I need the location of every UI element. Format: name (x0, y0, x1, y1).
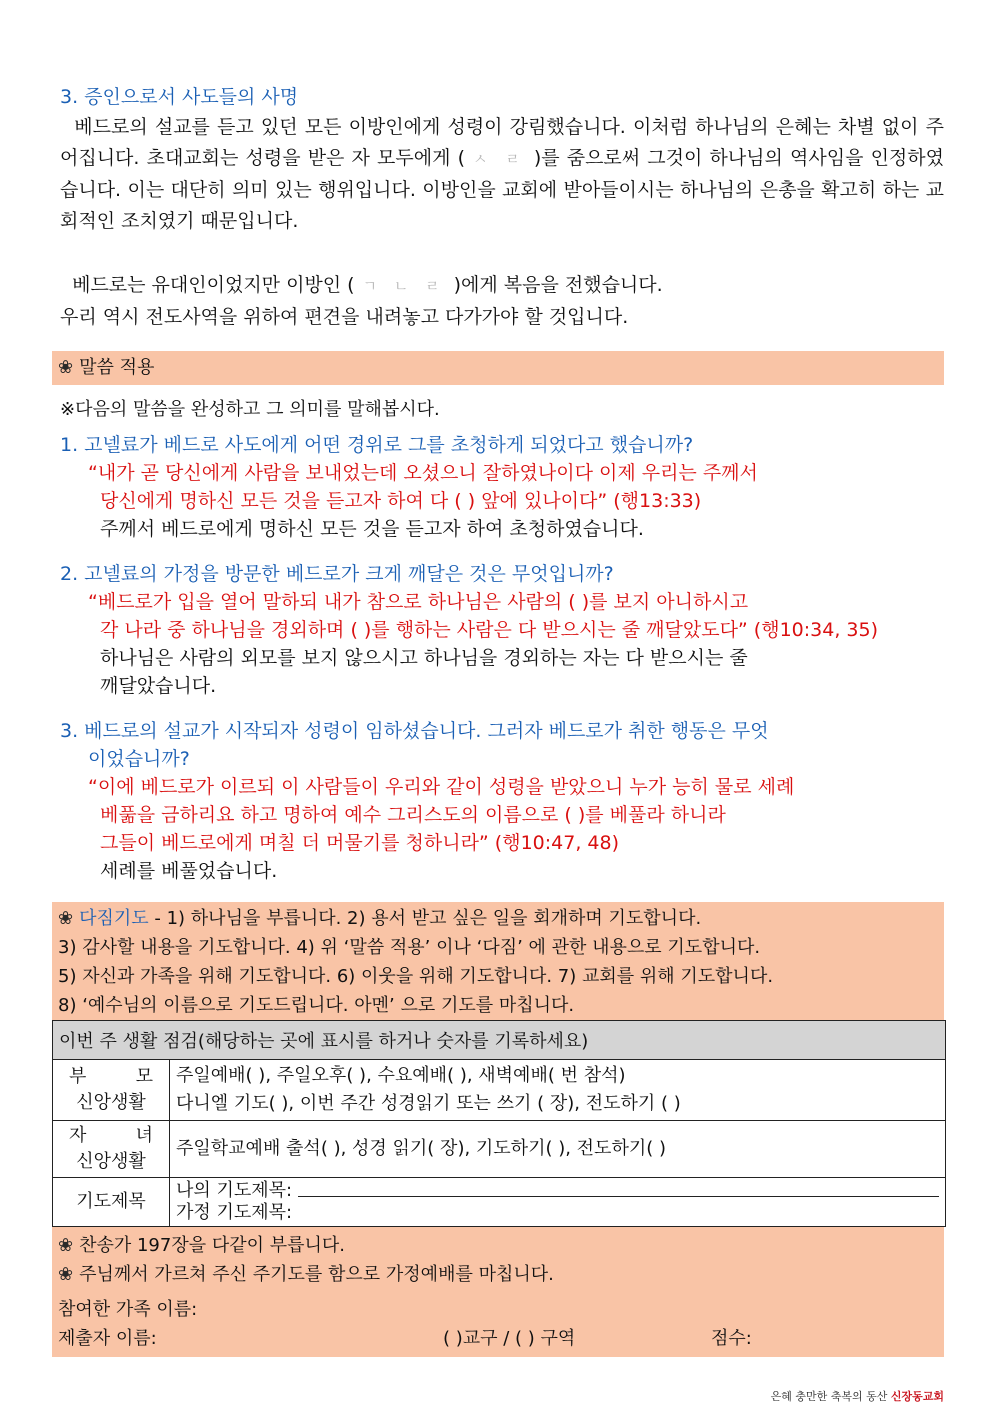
paragraph-text: 베드로는 유대인이었지만 이방인 ( (72, 274, 355, 296)
question-block (60, 560, 944, 700)
flower-icon: ❀ (58, 1264, 74, 1285)
quote-line: 당신에게 명하신 모든 것을 듣고자 하여 다 ( ) 앞에 있나이다” (행13:33) (100, 490, 702, 512)
child-checklist[interactable]: 주일학교예배 출석( ), 성경 읽기( 장), 기도하기( ), 전도하기( ) (170, 1121, 946, 1178)
prayer-line: 5) 자신과 가족을 위해 기도합니다. 6) 이웃을 위해 기도합니다. 7) 교회를 위해 기도합니다. (58, 966, 774, 987)
prayer-line: 8) ‘예수님의 이름으로 기도드립니다. 아멘’ 으로 기도를 마칩니다. (58, 995, 575, 1016)
child-label (53, 1121, 170, 1178)
answer-text: 세례를 베풀었습니다. (100, 860, 278, 882)
apply-instruction: ※다음의 말씀을 완성하고 그 의미를 말해봅시다. (60, 399, 440, 420)
apply-header (52, 351, 944, 385)
question-text: 3. 베드로의 설교가 시작되자 성령이 임하셨습니다. 그러자 베드로가 취한 행동은 무엇 (60, 720, 769, 742)
scripture-quote (60, 588, 944, 644)
quote-line: 베풂을 금하리요 하고 명하여 예수 그리스도의 이름으로 ( )를 베풀라 하니라 (100, 804, 726, 826)
lords-prayer-text: 주님께서 가르쳐 주신 주기도를 함으로 가정예배를 마칩니다. (79, 1264, 554, 1285)
worksheet-page (60, 82, 944, 1357)
label-char: 모 (135, 1066, 153, 1087)
section-paragraph-2 (60, 270, 944, 302)
section-paragraph-3: 우리 역시 전도사역을 위하여 편견을 내려놓고 다가가야 할 것입니다. (60, 306, 629, 328)
footer (771, 1388, 944, 1404)
prayer-topic-label: 기도제목 (53, 1178, 170, 1227)
answer-text: 하나님은 사람의 외모를 보지 않으시고 하나님을 경외하는 자는 다 받으시는 줄 (100, 647, 748, 669)
flower-icon: ❀ (58, 357, 74, 378)
prayer-line: - 1) 하나님을 부릅니다. 2) 용서 받고 싶은 일을 회개하며 기도합니다. (148, 908, 702, 929)
scripture-quote (60, 459, 944, 515)
checklist-header: 이번 주 생활 점검(해당하는 곳에 표시를 하거나 숫자를 기록하세요) (53, 1021, 946, 1060)
answer-text: 주께서 베드로에게 명하신 모든 것을 듣고자 하여 초청하였습니다. (100, 518, 644, 540)
flower-icon: ❀ (58, 1235, 74, 1256)
submitter-row (58, 1324, 938, 1353)
paragraph-text: )를 줌으로써 그것이 하나님의 역사임을 인정하였습니다. 이는 대단히 의미 있는 행위입니다. 이방인을 교회에 받아들이시는 하나님의 은총을 확고히 하는 교회적인 조치였기 때문입니다. (60, 147, 944, 232)
checklist-line[interactable]: 주일예배( ), 주일오후( ), 수요예배( ), 새벽예배( 번 참석) (176, 1065, 626, 1086)
church-name: 신장동교회 (890, 1390, 944, 1403)
my-prayer-field[interactable] (298, 1186, 939, 1197)
submitter-field[interactable]: 제출자 이름: (58, 1328, 157, 1349)
family-prayer-label: 가정 기도제목: (176, 1202, 293, 1223)
closing-section (52, 1227, 944, 1357)
question-text: 이었습니까? (88, 748, 190, 770)
quote-line: 각 나라 중 하나님을 경외하며 ( )를 행하는 사람은 다 받으시는 줄 깨달았도다” (행10:34, 35) (100, 619, 878, 641)
answer-text: 깨달았습니다. (100, 675, 217, 697)
prayer-topics (170, 1178, 946, 1227)
prayer-line: 3) 감사할 내용을 기도합니다. 4) 위 ‘말씀 적용’ 이나 ‘다짐’ 에 관한 내용으로 기도합니다. (58, 937, 761, 958)
label-char: 녀 (135, 1125, 153, 1146)
paragraph-text: )에게 복음을 전했습니다. (453, 274, 663, 296)
apply-title: 말씀 적용 (79, 357, 155, 378)
flower-icon: ❀ (58, 908, 74, 929)
parent-checklist[interactable] (170, 1060, 946, 1121)
label-text: 신앙생활 (76, 1092, 146, 1113)
prayer-guide (52, 902, 944, 1020)
district-field[interactable]: ( )교구 / ( ) 구역 (443, 1328, 576, 1349)
checklist-line[interactable]: 다니엘 기도( ), 이번 주간 성경읽기 또는 쓰기 ( 장), 전도하기 ( ) (176, 1093, 681, 1114)
scripture-quote (60, 773, 944, 857)
label-text: 신앙생활 (76, 1151, 146, 1172)
question-text: 1. 고넬료가 베드로 사도에게 어떤 경위로 그를 초청하게 되었다고 했습니까? (60, 434, 694, 456)
question-block (60, 431, 944, 543)
hymn-text: 찬송가 197장을 다같이 부릅니다. (79, 1235, 345, 1256)
question-text: 2. 고넬료의 가정을 방문한 베드로가 크게 깨달은 것은 무엇입니까? (60, 563, 614, 585)
label-char: 자 (69, 1125, 87, 1146)
my-prayer-label: 나의 기도제목: (176, 1180, 293, 1201)
paragraph-text: 베드로의 설교를 듣고 있던 모든 이방인에게 성령이 강림했습니다. 이처럼 하나님의 은혜는 차별 없이 주어집니다. 초대교회는 성령을 받은 자 모두에게 ( (60, 116, 944, 169)
question-block (60, 717, 944, 885)
section-paragraph-1 (60, 112, 944, 237)
quote-line: “베드로가 입을 열어 말하되 내가 참으로 하나님은 사람의 ( )를 보지 아니하시고 (88, 591, 749, 613)
section-title: 3. 증인으로서 사도들의 사명 (60, 86, 299, 108)
blank-hint: ㄱ ㄴ ㄹ (362, 277, 446, 295)
life-checklist-table (52, 1020, 946, 1227)
score-field[interactable]: 점수: (711, 1328, 752, 1349)
parent-label (53, 1060, 170, 1121)
prayer-label: 다짐기도 (79, 908, 149, 929)
family-names-field[interactable]: 참여한 가족 이름: (58, 1299, 198, 1320)
quote-line: “이에 베드로가 이르되 이 사람들이 우리와 같이 성령을 받았으니 누가 능히 물로 세례 (88, 776, 795, 798)
quote-line: 그들이 베드로에게 며칠 더 머물기를 청하니라” (행10:47, 48) (100, 832, 619, 854)
quote-line: “내가 곧 당신에게 사람을 보내었는데 오셨으니 잘하였나이다 이제 우리는 주께서 (88, 462, 758, 484)
blank-hint: ㅅ ㄹ (472, 150, 526, 168)
label-char: 부 (69, 1066, 87, 1087)
footer-motto: 은혜 충만한 축복의 동산 (770, 1390, 888, 1403)
